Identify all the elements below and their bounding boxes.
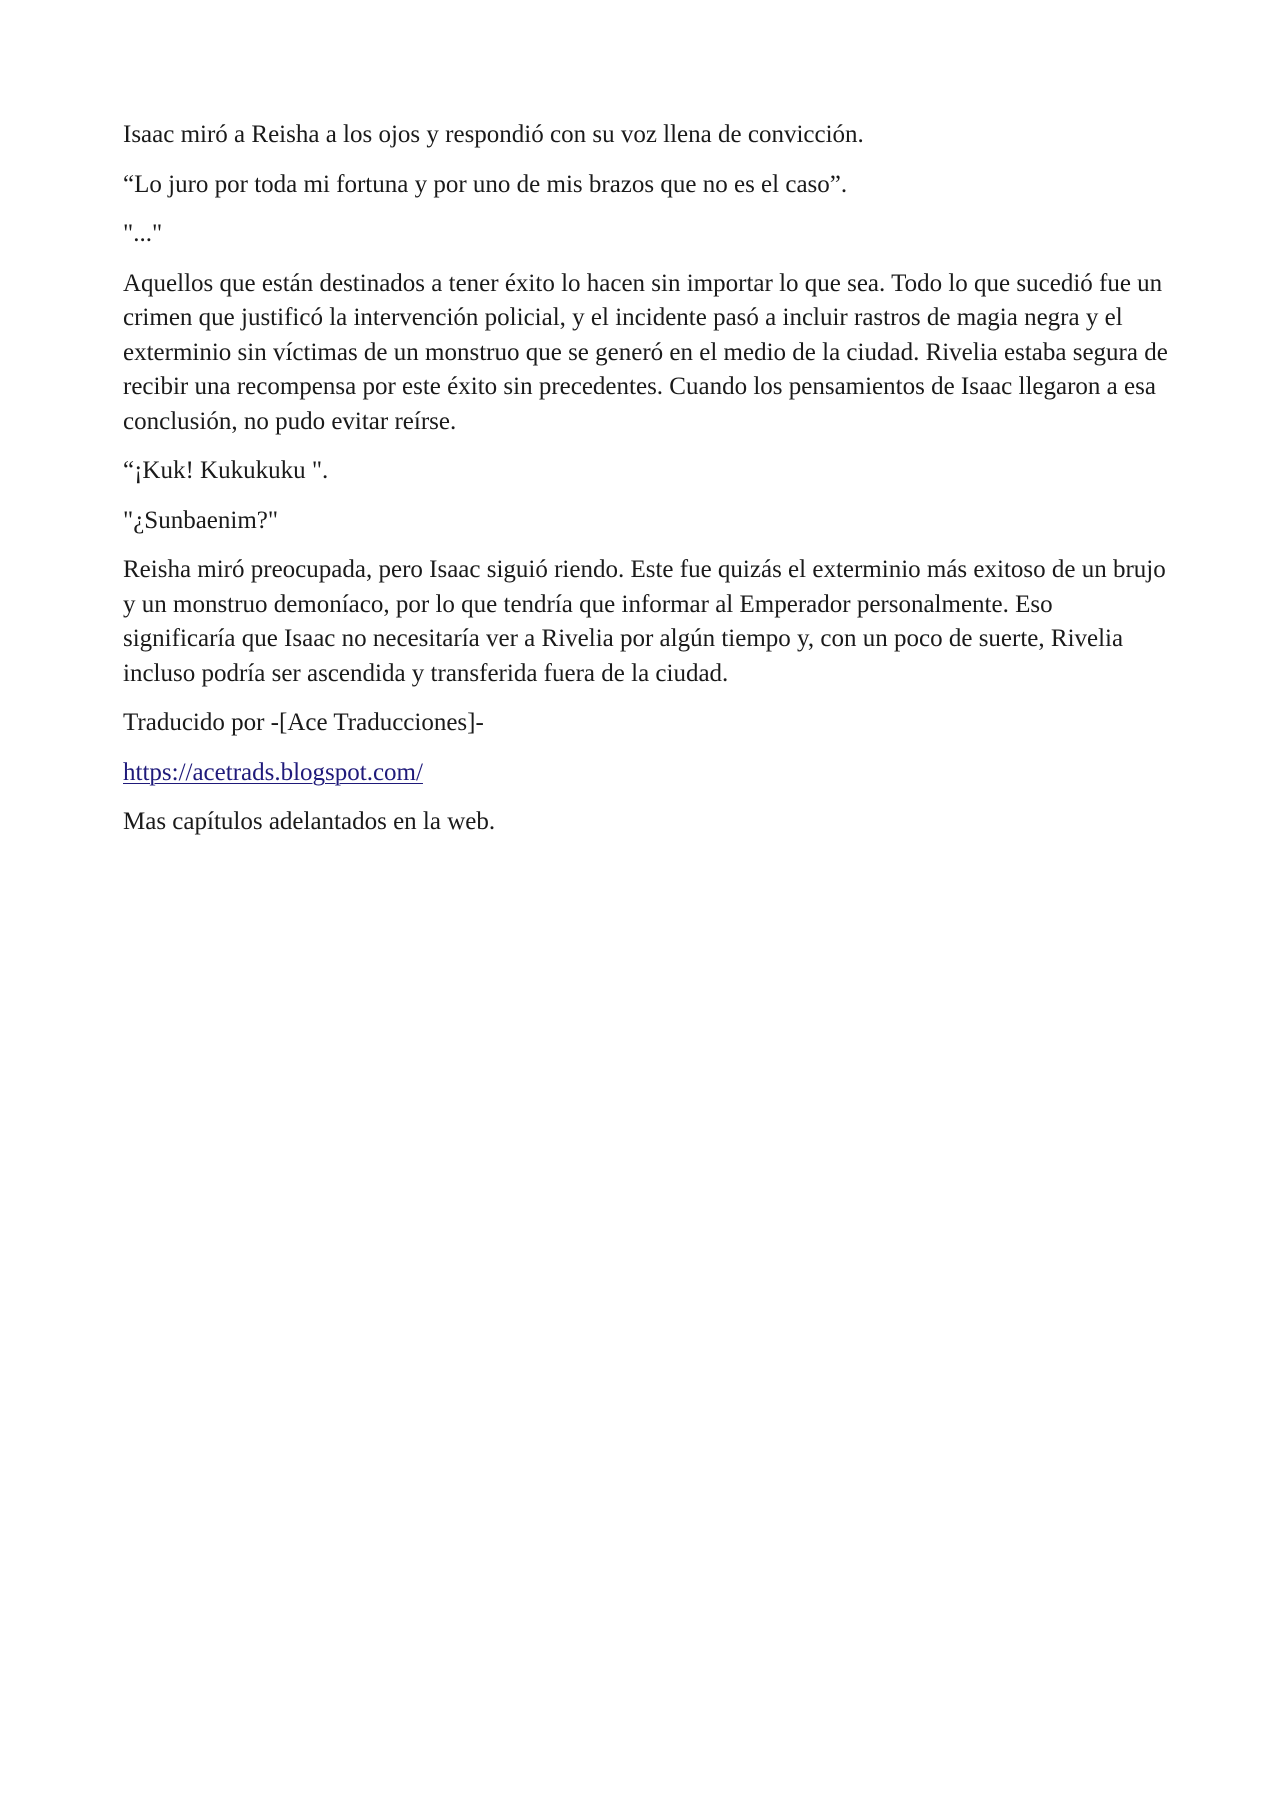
paragraph: Isaac miró a Reisha a los ojos y respondió con su voz llena de convicción. [123, 121, 864, 148]
paragraph: "..." [123, 220, 163, 247]
paragraph: Aquellos que están destinados a tener éxito lo hacen sin importar lo que sea. Todo lo que sucedió fue un crimen que justificó la intervención policial, y el incidente pasó a incluir rastros de magia negra y el exterminio sin víctimas de un monstruo que se generó en el medio de la ciudad. Rivelia estaba segura de recibir una recompensa por este éxito sin precedentes. Cuando los pensamientos de Isaac llegaron a esa conclusión, no pudo evitar reírse. [123, 269, 1168, 435]
paragraph: “¡Kuk! Kukukuku ". [123, 457, 329, 484]
blog-link[interactable]: https://acetrads.blogspot.com/ [123, 758, 423, 786]
paragraph: Reisha miró preocupada, pero Isaac siguió riendo. Este fue quizás el exterminio más exitoso de un brujo y un monstruo demoníaco, por lo que tendría que informar al Emperador personalmente. Eso significaría que Isaac no necesitaría ver a Rivelia por algún tiempo y, con un poco de suerte, Rivelia incluso podría ser ascendida y transferida fuera de la ciudad. [123, 556, 1166, 687]
paragraph: "¿Sunbaenim?" [123, 506, 279, 534]
paragraph: “Lo juro por toda mi fortuna y por uno de mis brazos que no es el caso”. [123, 170, 848, 198]
footer-note: Mas capítulos adelantados en la web. [123, 808, 496, 835]
translator-credit: Traducido por -[Ace Traducciones]- [123, 709, 484, 736]
document-page [123, 118, 1168, 855]
link-paragraph [123, 756, 1168, 791]
